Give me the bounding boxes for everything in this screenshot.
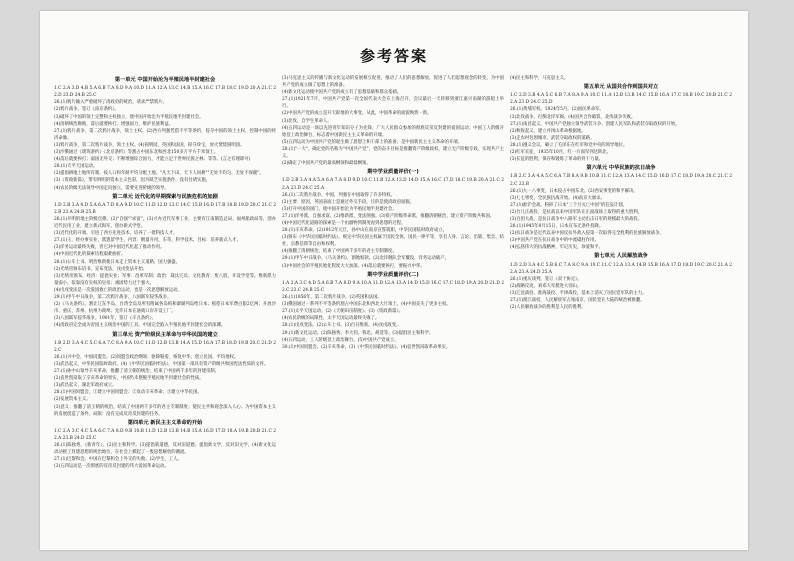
answer-paragraph: (2)发展资本主义。 [54, 397, 91, 403]
answer-paragraph: (4)五四运动，工人阶级登上政治舞台。(5)中国共产党成立。 [282, 337, 399, 343]
answer-paragraph: (2)确定了中国共产党的最高纲领和最低纲领。 [282, 161, 371, 167]
answer-paragraph: (2)台儿庄战役，是抗战以来中国军队在正面战场上取得的重大胜利。 [510, 209, 643, 215]
answer-paragraph: (4)农民阶级无法领导中国走向独立，需要先进阶级的领导。 [54, 185, 169, 191]
answer-paragraph: 1.D 2.B 3.A 4.A 5.A 6.A 7.A 8.D 9.D 10.C 11.B 12.A 13.D 14.D 15.A 16.C 17.D 18.C 19.B 20.A 21.C 22.A 23.D 24.C 25.A [282, 178, 504, 191]
answer-paragraph: 27.(1)南昌起义，中国共产党独立领导武装斗争、创建人民军队和武装夺取政权的开始。 [510, 121, 680, 127]
answer-paragraph: 28.(1)1945年8月15日，日本宣布无条件投降。 [510, 224, 604, 230]
answer-paragraph: 26.(1)重庆谈判，签订《双十协定》。 [510, 276, 582, 282]
section-heading: 第二单元 近代化的早期探索与民族危机的加剧 [112, 193, 218, 200]
answer-paragraph: 30.(1)中国同盟会。(2)辛亥革命。(3)《中华民国临时约法》。(4)袁世凯窃取革命果实。 [282, 344, 451, 350]
answer-paragraph: 26.(1)九一八事变，日本侵占中国东北。(2)西安事变的和平解决。 [510, 188, 638, 194]
answer-paragraph: (3)武昌起义，湖北军政府成立。 [54, 383, 117, 389]
answer-paragraph: 1.C 2.D 3.B 4.A 5.C 6.B 7.A 8.A 9.A 10.C 11.A 12.B 13.B 14.C 15.B 16.A 17.C 18.B 19.C 20.B 21.C 22.A 23.D 24.C 25.D [510, 93, 732, 106]
answer-paragraph: 29.(1)甲午中日战争，第二次鸦片战争，八国联军侵华战争。 [54, 295, 172, 301]
answer-column-3 [510, 75, 732, 545]
answer-paragraph: (3)破坏了中国的领土完整和主权独立，使中国开始沦为半殖民地半封建社会。 [54, 114, 204, 120]
answer-paragraph: 28.(1)戊戌变法。(2)公车上书。(3)百日维新。(4)戊戌政变。 [282, 323, 401, 329]
answer-paragraph: (3)中国共产党在抗日战争中的中流砥柱作用。 [510, 238, 599, 244]
answer-paragraph: (4)民主和科学，马克思主义。 [510, 76, 569, 81]
answer-paragraph: (2)中国共产党的成立是开天辟地的大事变。从此，中国革命的面貌焕然一新。 [282, 111, 432, 117]
answer-paragraph: 29.(1)甲午中日战争，《马关条约》，割地赔款。(2)北洋舰队全军覆没，洋务运动破产。 [282, 256, 449, 262]
answer-paragraph: 26.(1)二次鸦片战争，中国，列强在中国取得了许多特权。 [282, 192, 395, 198]
answer-paragraph: (3)中国社会的半殖民地化程度大大加深。(4)落后就要挨打，要振兴中华。 [282, 263, 425, 269]
answer-paragraph: (4)中国近代化的探索历程艰难曲折。 [54, 252, 126, 258]
answer-paragraph: (3)俄国通过一系列不平等条约割占中国东北和西北大片领土。(4)中国丧失了更多主权。 [282, 302, 451, 308]
answer-paragraph: (3)马克思主义的传播与新文化运动的发展相互促进，推动了人们的思想解放，促进了人们思想观念的转变，为中国共产党的成立做了思想上的准备。 [282, 76, 504, 89]
answer-paragraph: (3)长征的胜利，保存和锻炼了革命的骨干力量。 [510, 157, 604, 163]
answer-paragraph: (4)农民阶级的局限性，太平天国运动最终失败了。 [282, 316, 380, 322]
answer-paragraph: 1.B 2.D 3.A 4.C 5.C 6.A 7.C 8.A 9.A 10.C 11.D 12.B 13.B 14.A 15.D 16.A 17.B 18.D 19.B 20.C 21.D 22.C [54, 340, 276, 353]
answer-paragraph: (3)八国联军侵华战争。1901年，签订《辛丑条约》。 [54, 316, 156, 322]
answer-paragraph: 1.D 2.D 3.A 4.C 5.B 6.C 7.A 8.C 9.A 10.C 11.C 12.A 13.A 14.B 15.B 16.A 17.D 18.D 19.C 20.C 21.A 22.A 23.A 24.D 25.A [510, 262, 732, 275]
answer-paragraph: 28.(1)天平天国运动。 [54, 164, 98, 170]
answer-paragraph: 26.(1)开明的地主阶级官僚。(2)"自强""求富"。(3)兴办近代军事工业，主要有江南制造总局、福州船政局等，创办近代民用工业，建立新式海军，创办新式学堂。 [54, 217, 276, 230]
answer-paragraph: (2)秋收起义，建立井冈山革命根据地。 [510, 128, 586, 134]
answer-paragraph: (2)袁世凯窃取了辛亥革命的果实，中国仍未摆脱半殖民地半封建社会的性质。 [54, 376, 204, 382]
answer-paragraph: (4)新文化运动使中国共产党的成立有了思想基础和群众基础。 [282, 90, 402, 96]
answer-paragraph: (2)《马关条约》。割让辽东半岛、台湾全岛及所有附属各岛屿和澎湖列岛给日本；赔偿日本军费白银2亿两；开放沙市、重庆、苏州、杭州为商埠；允许日本在通商口岸开设工厂。 [54, 302, 276, 315]
answer-paragraph: 26.(1)鸦片输入严重破坏了清政府的统治，请求严禁鸦片。 [54, 100, 167, 106]
answer-paragraph: 27.(1)1921年7月，中国共产党第一次全国代表大会在上海召开，会议最后一天转移到浙江嘉兴南湖的游船上举行。 [282, 97, 504, 110]
answer-paragraph: 1.C 2.A 3.D 4.B 5.A 6.B 7.A 8.D 9.A 10.D 11.A 12.A 13.C 14.B 15.A 16.C 17.B 18.C 19.D 20.A 21.C 22.D 23.D 24.B 25.C [54, 86, 276, 99]
answer-paragraph: 27.(1)太平天国运动。(2)《天朝田亩制度》。(3)《资政新篇》。 [282, 309, 403, 315]
answer-paragraph: 28.(1)公车上书。明治维新使日本走上资本主义道路，国力强盛。 [54, 259, 180, 265]
answer-paragraph: (4)戊戌变法是一次爱国救亡的政治运动，也是一次思想解放运动。 [54, 287, 182, 293]
answer-paragraph: (4)推翻了清朝统治，结束了中国两千多年的君主专制制度。 [282, 249, 397, 255]
answer-key-page [40, 11, 748, 550]
section-heading: 第六单元 中华民族的抗日战争 [586, 165, 656, 172]
answer-paragraph: 27.(1)王，经办事实业，派遣留学生，内容：倒量升用，车草，科学技术，目标：培养新式人才。 [54, 238, 241, 244]
answer-paragraph: (4)五四运动是一场以先进青年知识分子为先锋，广大人民群众参加的彻底反帝反封建的爱国运动；中国工人阶级开始登上政治舞台，标志着中国新民主主义革命的开端。 [282, 125, 504, 138]
section-heading: 第四单元 新民主主义革命的开始 [127, 419, 203, 426]
answer-paragraph: 26.(1)1856年，第二次鸦片战争。(2)英国和法国。 [282, 295, 382, 301]
answer-paragraph: (4)落后就要挨打；弱国无外交；不断增强综合国力，才能立足于世界民族之林；等等。(言之有理即可) [54, 157, 251, 163]
answer-column-2 [282, 75, 504, 545]
answer-paragraph: (2)主要：原因，英国表面上是通过外交手段，目的是使清政府屈服。 [282, 199, 415, 205]
section-heading: 第一单元 中国开始沦为半殖民地半封建社会 [114, 77, 216, 83]
answer-paragraph: (2)抗日战争是近代以来中国反抗外敌入侵第一次取得完全胜利的民族解放战争。 [510, 231, 664, 237]
answer-paragraph: 28.(1)辛亥革命。(2)1912年元旦，孙中山在南京宣誓就职，中华民国临时政府成立。 [282, 228, 447, 234]
answer-paragraph: (3)意义：推翻了清王朝的统治，结束了中国两千多年的君主专制制度；使民主共和观念深入人心；为中国资本主义的发展创造了条件。局限：没有完成反帝反封建的任务。 [54, 404, 276, 417]
answer-paragraph: 28.(1)"一大"，确定党的名称为"中国共产党"，党的奋斗目标是推翻资产阶级政权，建立无产阶级专政，实现共产主义。 [282, 146, 504, 160]
answer-column-1 [54, 75, 276, 545]
answer-paragraph: (2)提倡耕地土地所有制，按人口和年龄平均分配土地。"凡天下田，天下人同耕""无处不均匀，无处不保暖"。 [54, 171, 264, 177]
answer-paragraph: 27.(1)巴黎和会。中国在巴黎和会上外交的失败。(2)学生、工人。 [54, 457, 182, 463]
answer-paragraph: (3)辽沈战役、淮海战役、平津战役，基本上消灭了国民党军队的主力。 [510, 291, 647, 297]
answer-paragraph: (3)洋务运动最终失败，但它对中国近代化起了推动作用。 [54, 245, 165, 251]
section-heading: 第三单元 资产阶级民主革命与中华民国的建立 [112, 331, 218, 338]
answer-paragraph: (5)五四运动为中国共产党的诞生做了思想上和干部上的准备，是中国新民主主义革命的开端。 [282, 139, 462, 145]
answer-paragraph: (2)人民解放战争的胜利是人民的胜利。 [510, 305, 586, 311]
answer-paragraph: (3)近代化的开端，引进了西方先进技术，培养了一批科技人才。 [54, 231, 178, 237]
answer-paragraph: 27.(1)鸦片战争，第二次鸦片战争，领土主权。(2)西方列强凭借不平等条约，侵夺中国的领土主权，控制中国的经济命脉。 [54, 128, 276, 141]
answer-paragraph: 29.(1)新文化运动。(2)陈独秀、李大钊、鲁迅、胡适等。(3)提倡民主和科学。 [282, 330, 434, 336]
page-title: 参考答案 [359, 47, 428, 65]
answer-paragraph: (3)武昌起义，中华民国临时政府。(4)《中华民国临时约法》，中国第一部具有资产阶级共和国宪法性质的文件。 [54, 361, 269, 367]
section-heading: 期中学业质量评价(一) [367, 169, 419, 176]
answer-paragraph: 27.(1)淞沪会战，粉碎了日本"三个月灭亡中国"的狂妄计划。 [510, 202, 627, 208]
answer-paragraph: (3)《资政新篇》，带有鲜明的资本主义色彩，因为缺乏实施条件，没有付诸实施。 [54, 178, 211, 184]
answer-paragraph: 27.(1)渡江战役，人民解放军占领南京，国民党在大陆的统治被推翻。 [510, 298, 645, 304]
answer-paragraph: 26.(1)兴中会，中国同盟会。(2)同盟会政治纲领：驱除鞑虏，恢复中华，创立民国，平均地权。 [54, 354, 239, 360]
answer-paragraph: 1.D 2.B 3.A 4.D 5.A 6.A 7.D 8.A 9.D 10.C 11.D 12.D 13.C 14.C 15.B 16.D 17.B 18.B 19.D 20.C 21.C 22.B 23.A 24.B 25.B [54, 202, 276, 215]
answer-paragraph: (4)清政府完全成为帝国主义统治中国的工具，中国完全陷入半殖民地半封建社会的深渊。 [54, 323, 226, 329]
answer-paragraph: 28.(1)遵义会议。确立了毛泽东在红军和党中央的领导地位。 [510, 142, 628, 148]
section-heading: 第七单元 人民解放战争 [594, 253, 648, 260]
answer-paragraph: (3)北伐，自学生革命人。 [282, 118, 332, 124]
answer-paragraph: (3)光绪帝颁布，经济：提倡实业；军事：改革军制；政治：裁汰冗员；文化教育：废八股，开设学堂等。维新派力量弱小，依靠没有实权的皇帝；顽固势力过于强大。 [54, 273, 276, 286]
answer-paragraph: (3)打开中国的国门，使中国开始沦为半殖民地半封建社会。 [282, 206, 397, 212]
answer-paragraph: 1.C 2.A 3.C 4.C 5.A 6.C 7.A 8.D 9.B 10.B 11.D 12.B 13.B 14.B 15.A 16.D 17.D 18.A 19.B 20.B 21.C 22.A 23.B 24.D 25.C [54, 428, 276, 442]
answer-paragraph: (3)七七事变，全民族抗战开始。(4)南京大屠杀。 [510, 195, 605, 201]
answer-paragraph: (2)红军长征，1935年10月，红一方面军到达陕北。 [510, 150, 611, 156]
answer-paragraph: (2)战略反攻，刘邓大军挺进大别山。 [510, 283, 582, 289]
answer-paragraph: 1.B 2.C 3.A 4.A 5.C 6.A 7.B 8.A 9.B 10.B 11.C 12.A 13.A 14.C 15.D 16.D 17.C 18.D 19.A 20.C 21.C 22.C 23.B [510, 174, 732, 187]
answer-paragraph: (3)北伐战争，打倒北洋军阀。(4)国共合作破裂，北伐战争失败。 [510, 114, 636, 120]
answer-paragraph: 27.(1)孙中山领导辛亥革命，推翻了清王朝的统治，结束了中国两千多年的封建帝制。 [54, 369, 220, 375]
answer-paragraph: (3)走农村包围城市、武装夺取政权的道路。 [510, 135, 595, 141]
answer-paragraph: 27.(1)洋务派，自强求富。(2)维新派，变法图强。(3)资产阶级革命派，推翻清朝统治，建立资产阶级共和国。 [282, 213, 495, 219]
answer-paragraph: (3)鸦片战争，第二次鸦片战争，领土主权。(4)圆明园，英国和法国，掠夺珍宝，放火焚烧圆明园。 [54, 142, 245, 148]
answer-paragraph: (3)百团大战，是抗日战争中八路军主动出击日军的规模最大的战役。 [510, 217, 643, 222]
answer-paragraph: 26.(1)黄埔军校。1924年5月。(2)国民革命军。 [510, 107, 604, 113]
answer-paragraph: 1.A 2.A 3.C 4.D 5.A 6.B 7.A 8.D 9.A 10.A 11.D 12.A 13.A 14.D 15.D 16.C 17.C 18.D 19.A 20.D 21.D 22.C 23.C 24.B 25.C [282, 280, 504, 293]
section-heading: 期中学业质量评价(二) [367, 271, 419, 278]
answer-paragraph: (2)鸦片战争，签订《南京条约》。 [54, 107, 119, 113]
answer-paragraph: (3)颁布《中华民国临时约法》，规定中华民国主权属于国民全体，国民一律平等，享有人身、言论、出版、集会、结社、宗教信仰等自由和权利。 [282, 235, 504, 248]
answer-paragraph: (4)清朝统治腐败，落后就要挨打；增强国力，维护民族利益。 [54, 121, 174, 127]
answer-paragraph: (2)光绪帝颁布诏书，宣布变法，戊戌变法开始。 [54, 266, 148, 272]
answer-paragraph: 26.(1)陈独秀，《新青年》。(2)民主和科学。(3)提倡新道德，反对旧道德；提倡新文学，反对旧文学。(4)新文化运动动摇了封建思想的统治地位，在社会上掀起了一股思想解放的潮流。 [54, 443, 276, 456]
answer-paragraph: (3)五四运动是一次彻底的反帝反封建的伟大爱国革命运动。 [54, 464, 169, 470]
answer-paragraph: (3)沙俄通过《瑷珲条约》《北京条约》等割占中国东北和西北150多万平方千米领土。 [54, 150, 219, 156]
answer-paragraph: (4)中国近代化道路的探索是一个由器物到制度再到思想的过程。 [282, 220, 406, 226]
answer-paragraph: (4)弘扬伟大的抗战精神，牢记历史，珍爱和平。 [510, 245, 604, 251]
answer-paragraph: 28.(1)中国同盟会，①建立中国同盟会；②发动辛亥革命；③建立中华民国。 [54, 390, 202, 396]
section-heading: 第五单元 从国共合作到国共对立 [583, 84, 659, 91]
